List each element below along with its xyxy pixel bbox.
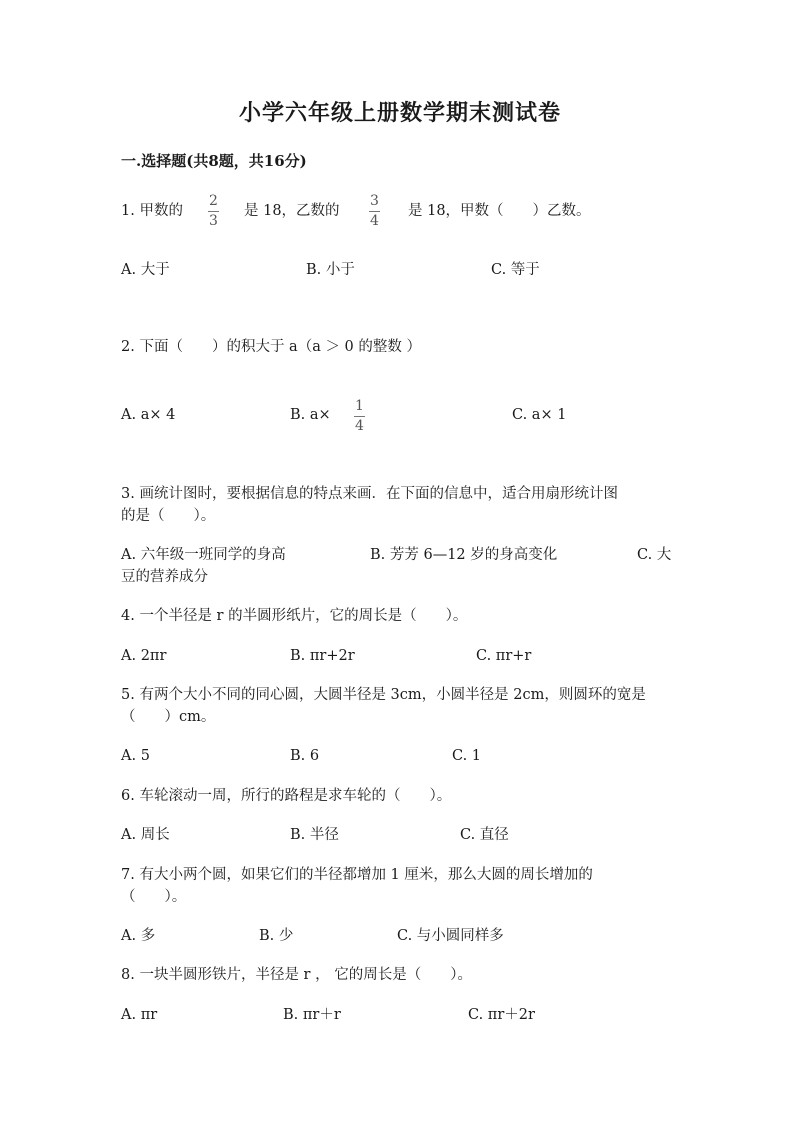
q7-option-a[interactable]: A. 多 (121, 928, 156, 944)
q1-text-a: 1. 甲数的 (121, 203, 183, 219)
q5-line-1: 5. 有两个大小不同的同心圆，大圆半径是 3cm，小圆半径是 2cm，则圆环的宽是 (121, 687, 646, 703)
q8-text: 8. 一块半圆形铁片，半径是 r ， 它的周长是（ ）。 (121, 967, 472, 983)
q8-option-b[interactable]: B. πr＋r (283, 1007, 341, 1023)
q1-fraction-2 (369, 193, 380, 230)
q1-text-b: 是 18，乙数的 (244, 203, 340, 219)
q1-option-a[interactable]: A. 大于 (121, 262, 170, 278)
q6-option-c[interactable]: C. 直径 (460, 827, 509, 843)
q5-option-b[interactable]: B. 6 (290, 748, 320, 764)
q7-option-c[interactable]: C. 与小圆同样多 (397, 928, 504, 944)
q1-f1-denominator: 3 (209, 213, 218, 229)
q1-fraction-1 (208, 193, 219, 230)
q7-line-2: （ ）。 (121, 889, 187, 905)
section-heading: 一.选择题(共8题，共16分) (121, 152, 307, 170)
q6-option-b[interactable]: B. 半径 (290, 827, 339, 843)
page-title: 小学六年级上册数学期末测试卷 (238, 100, 561, 126)
q3-line-2: 的是（ ）。 (121, 508, 216, 524)
q6-option-a[interactable]: A. 周长 (121, 827, 170, 843)
q4-option-b[interactable]: B. πr+2r (290, 648, 355, 664)
q1-f2-numerator: 3 (370, 193, 379, 209)
q2-text: 2. 下面（ ）的积大于 a（a ＞ 0 的整数 ） (121, 339, 422, 355)
q3-option-b[interactable]: B. 芳芳 6—12 岁的身高变化 (370, 547, 558, 563)
q4-option-c[interactable]: C. πr+r (476, 648, 532, 664)
q4-text: 4. 一个半径是 r 的半圆形纸片，它的周长是（ ）。 (121, 608, 468, 624)
q8-option-c[interactable]: C. πr＋2r (468, 1007, 535, 1023)
q3-option-c-cont: 豆的营养成分 (121, 569, 208, 585)
q1-option-c[interactable]: C. 等于 (491, 262, 540, 278)
q4-option-a[interactable]: A. 2πr (121, 648, 167, 664)
q7-option-b[interactable]: B. 少 (259, 928, 294, 944)
q1-text-c: 是 18，甲数（ ）乙数。 (408, 203, 591, 219)
q8-option-a[interactable]: A. πr (121, 1007, 158, 1023)
q2-fraction (354, 398, 365, 435)
q3-line-1: 3. 画统计图时，要根据信息的特点来画．在下面的信息中，适合用扇形统计图 (121, 486, 618, 502)
q5-option-c[interactable]: C. 1 (452, 748, 482, 764)
q2-option-c[interactable]: C. a× 1 (512, 407, 567, 423)
q3-option-a[interactable]: A. 六年级一班同学的身高 (121, 547, 286, 563)
q1-f2-denominator: 4 (370, 213, 379, 229)
q5-line-2: （ ）cm。 (121, 709, 216, 725)
q1-f1-numerator: 2 (209, 193, 218, 209)
q1-option-b[interactable]: B. 小于 (306, 262, 355, 278)
q2-option-b[interactable]: B. a× (290, 407, 331, 423)
q2-option-a[interactable]: A. a× 4 (121, 407, 176, 423)
q2-f-denominator: 4 (355, 418, 364, 434)
q2-f-numerator: 1 (355, 398, 364, 414)
q3-option-c[interactable]: C. 大 (637, 547, 672, 563)
q6-text: 6. 车轮滚动一周，所行的路程是求车轮的（ ）。 (121, 788, 452, 804)
q7-line-1: 7. 有大小两个圆，如果它们的半径都增加 1 厘米，那么大圆的周长增加的 (121, 867, 593, 883)
q5-option-a[interactable]: A. 5 (121, 748, 150, 764)
